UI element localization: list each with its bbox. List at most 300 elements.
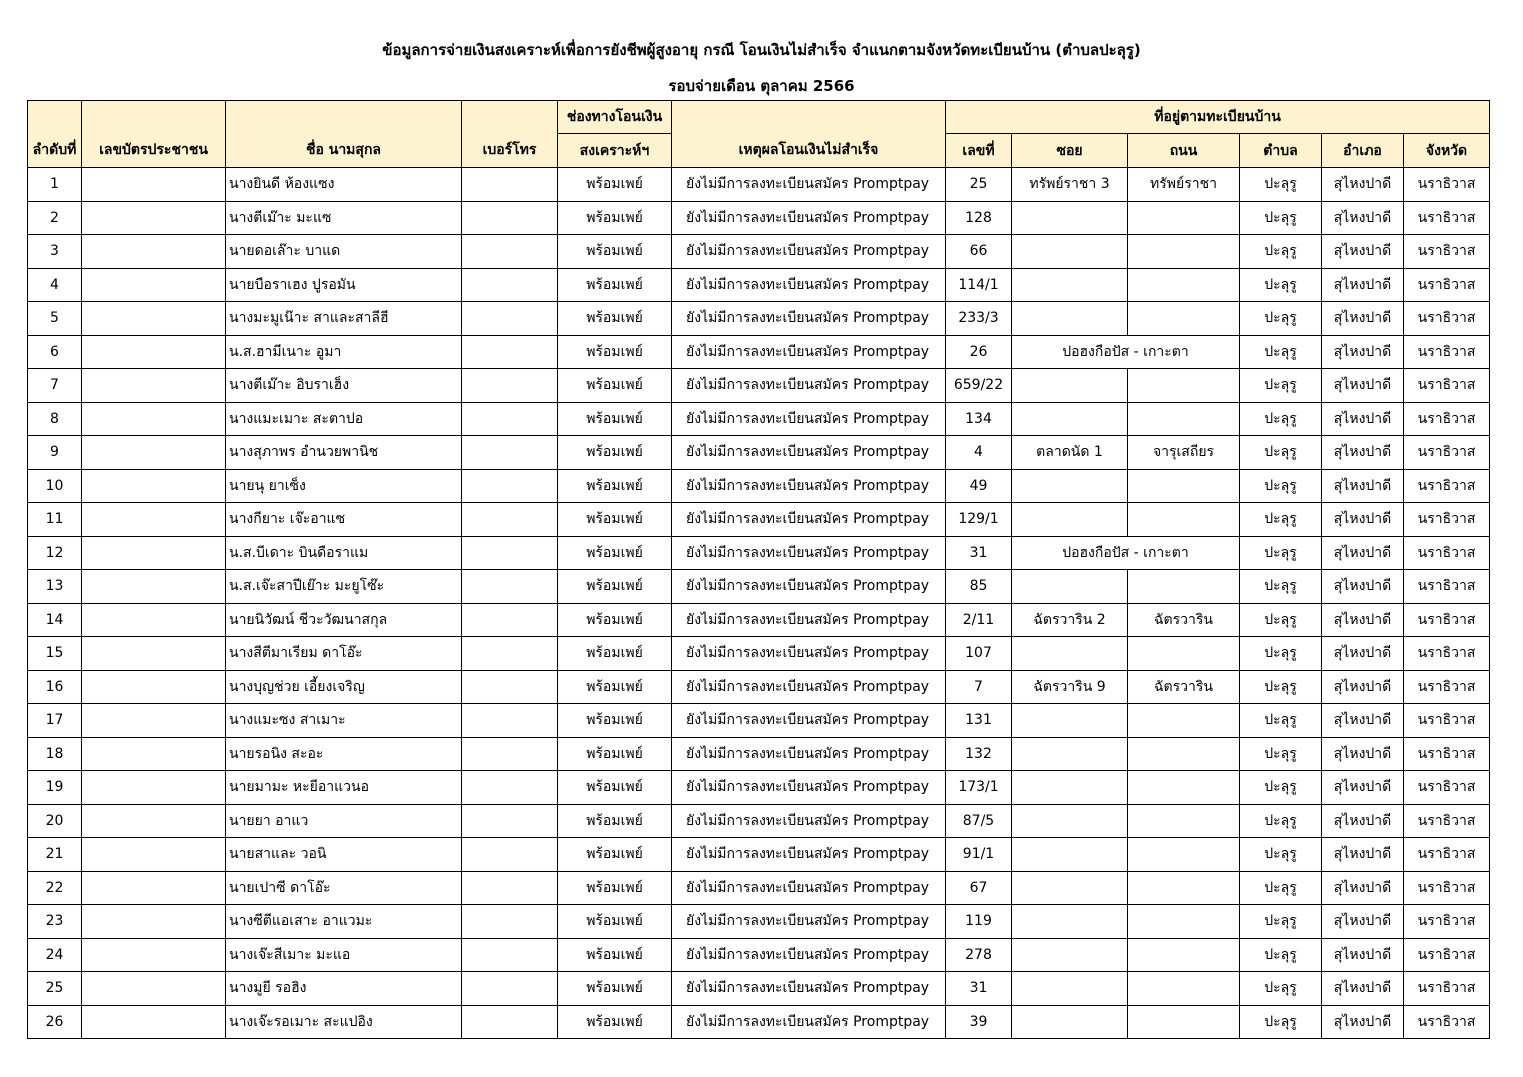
cell-id-card — [82, 235, 226, 269]
cell-reason: ยังไม่มีการลงทะเบียนสมัคร Promptpay — [672, 302, 946, 336]
cell-road — [1128, 871, 1240, 905]
cell-amphoe: สุไหงปาดี — [1322, 201, 1404, 235]
document-subtitle: รอบจ่ายเดือน ตุลาคม 2566 — [668, 77, 855, 95]
table-row — [28, 268, 1490, 302]
cell-road — [1128, 737, 1240, 771]
cell-seq: 24 — [28, 938, 82, 972]
cell-amphoe: สุไหงปาดี — [1322, 235, 1404, 269]
cell-reason: ยังไม่มีการลงทะเบียนสมัคร Promptpay — [672, 168, 946, 202]
cell-tambon: ปะลุรู — [1240, 235, 1322, 269]
cell-house-no: 25 — [946, 168, 1012, 202]
cell-channel: พร้อมเพย์ — [558, 838, 672, 872]
cell-channel: พร้อมเพย์ — [558, 436, 672, 470]
cell-tambon: ปะลุรู — [1240, 771, 1322, 805]
cell-tambon: ปะลุรู — [1240, 905, 1322, 939]
cell-amphoe: สุไหงปาดี — [1322, 402, 1404, 436]
cell-reason: ยังไม่มีการลงทะเบียนสมัคร Promptpay — [672, 235, 946, 269]
cell-tambon: ปะลุรู — [1240, 804, 1322, 838]
cell-seq: 16 — [28, 670, 82, 704]
cell-reason: ยังไม่มีการลงทะเบียนสมัคร Promptpay — [672, 637, 946, 671]
cell-name: นางบุญช่วย เอี้ยงเจริญ — [226, 670, 462, 704]
cell-reason: ยังไม่มีการลงทะเบียนสมัคร Promptpay — [672, 469, 946, 503]
header-channel-bottom: สงเคราะห์ฯ — [558, 134, 672, 168]
cell-seq: 4 — [28, 268, 82, 302]
cell-house-no: 233/3 — [946, 302, 1012, 336]
cell-province: นราธิวาส — [1404, 804, 1490, 838]
cell-soi: ตลาดนัด 1 — [1012, 436, 1128, 470]
cell-road — [1128, 905, 1240, 939]
cell-channel: พร้อมเพย์ — [558, 670, 672, 704]
cell-soi — [1012, 503, 1128, 537]
cell-channel: พร้อมเพย์ — [558, 402, 672, 436]
cell-amphoe: สุไหงปาดี — [1322, 570, 1404, 604]
cell-name: นายนุ ยาเซ็ง — [226, 469, 462, 503]
cell-seq: 22 — [28, 871, 82, 905]
cell-tambon: ปะลุรู — [1240, 402, 1322, 436]
cell-road — [1128, 704, 1240, 738]
header-soi: ซอย — [1012, 134, 1128, 168]
cell-phone — [462, 637, 558, 671]
cell-province: นราธิวาส — [1404, 503, 1490, 537]
cell-soi-road: ปอฮงกือปัส - เกาะตา — [1012, 335, 1240, 369]
cell-channel: พร้อมเพย์ — [558, 302, 672, 336]
header-channel-top: ช่องทางโอนเงิน — [558, 101, 672, 134]
cell-id-card — [82, 704, 226, 738]
table-row — [28, 838, 1490, 872]
cell-seq: 13 — [28, 570, 82, 604]
cell-tambon: ปะลุรู — [1240, 536, 1322, 570]
cell-phone — [462, 704, 558, 738]
cell-road — [1128, 570, 1240, 604]
cell-amphoe: สุไหงปาดี — [1322, 436, 1404, 470]
cell-tambon: ปะลุรู — [1240, 168, 1322, 202]
cell-channel: พร้อมเพย์ — [558, 201, 672, 235]
cell-id-card — [82, 871, 226, 905]
cell-reason: ยังไม่มีการลงทะเบียนสมัคร Promptpay — [672, 268, 946, 302]
cell-phone — [462, 235, 558, 269]
cell-seq: 11 — [28, 503, 82, 537]
cell-id-card — [82, 436, 226, 470]
table-row — [28, 938, 1490, 972]
cell-road — [1128, 637, 1240, 671]
cell-amphoe: สุไหงปาดี — [1322, 168, 1404, 202]
cell-reason: ยังไม่มีการลงทะเบียนสมัคร Promptpay — [672, 1005, 946, 1039]
cell-channel: พร้อมเพย์ — [558, 771, 672, 805]
cell-tambon: ปะลุรู — [1240, 369, 1322, 403]
cell-province: นราธิวาส — [1404, 335, 1490, 369]
table-row — [28, 369, 1490, 403]
cell-name: นางเจ๊ะรอเมาะ สะแปอิง — [226, 1005, 462, 1039]
table-row — [28, 972, 1490, 1006]
cell-house-no: 278 — [946, 938, 1012, 972]
header-address-group: ที่อยู่ตามทะเบียนบ้าน — [946, 101, 1490, 134]
cell-province: นราธิวาส — [1404, 905, 1490, 939]
cell-soi — [1012, 469, 1128, 503]
table-row — [28, 670, 1490, 704]
cell-id-card — [82, 168, 226, 202]
cell-soi — [1012, 268, 1128, 302]
cell-province: นราธิวาส — [1404, 436, 1490, 470]
cell-seq: 7 — [28, 369, 82, 403]
cell-province: นราธิวาส — [1404, 268, 1490, 302]
cell-seq: 19 — [28, 771, 82, 805]
cell-province: นราธิวาส — [1404, 871, 1490, 905]
cell-name: นายนิวัฒน์ ชีวะวัฒนาสกุล — [226, 603, 462, 637]
cell-reason: ยังไม่มีการลงทะเบียนสมัคร Promptpay — [672, 603, 946, 637]
cell-phone — [462, 570, 558, 604]
cell-phone — [462, 335, 558, 369]
table-row — [28, 871, 1490, 905]
cell-tambon: ปะลุรู — [1240, 201, 1322, 235]
cell-soi — [1012, 637, 1128, 671]
cell-seq: 5 — [28, 302, 82, 336]
cell-province: นราธิวาส — [1404, 603, 1490, 637]
cell-province: นราธิวาส — [1404, 168, 1490, 202]
cell-house-no: 39 — [946, 1005, 1012, 1039]
cell-name: นายมามะ หะยีอาแวนอ — [226, 771, 462, 805]
cell-channel: พร้อมเพย์ — [558, 369, 672, 403]
header-phone: เบอร์โทร — [462, 134, 558, 168]
cell-phone — [462, 804, 558, 838]
table-row — [28, 503, 1490, 537]
table-row — [28, 704, 1490, 738]
cell-id-card — [82, 737, 226, 771]
cell-name: น.ส.บีเดาะ บินดือราแม — [226, 536, 462, 570]
cell-province: นราธิวาส — [1404, 838, 1490, 872]
cell-seq: 8 — [28, 402, 82, 436]
cell-road — [1128, 804, 1240, 838]
cell-road — [1128, 201, 1240, 235]
cell-house-no: 49 — [946, 469, 1012, 503]
cell-phone — [462, 603, 558, 637]
cell-id-card — [82, 637, 226, 671]
cell-seq: 25 — [28, 972, 82, 1006]
cell-road: ทรัพย์ราชา — [1128, 168, 1240, 202]
cell-road: ฉัตรวาริน — [1128, 603, 1240, 637]
header-name-top — [226, 101, 462, 134]
cell-amphoe: สุไหงปาดี — [1322, 938, 1404, 972]
cell-road — [1128, 302, 1240, 336]
header-road: ถนน — [1128, 134, 1240, 168]
cell-soi — [1012, 972, 1128, 1006]
cell-id-card — [82, 335, 226, 369]
cell-id-card — [82, 905, 226, 939]
table-row — [28, 603, 1490, 637]
cell-road — [1128, 235, 1240, 269]
cell-house-no: 659/22 — [946, 369, 1012, 403]
cell-road: จารุเสถียร — [1128, 436, 1240, 470]
cell-name: นางยินดี ห้องแซง — [226, 168, 462, 202]
cell-reason: ยังไม่มีการลงทะเบียนสมัคร Promptpay — [672, 938, 946, 972]
cell-tambon: ปะลุรู — [1240, 302, 1322, 336]
cell-province: นราธิวาส — [1404, 235, 1490, 269]
cell-name: นางมะมูเน๊าะ สาและสาลีฮี — [226, 302, 462, 336]
cell-name: นายบือราเฮง ปูรอมัน — [226, 268, 462, 302]
cell-reason: ยังไม่มีการลงทะเบียนสมัคร Promptpay — [672, 503, 946, 537]
header-amphoe: อำเภอ — [1322, 134, 1404, 168]
table-row — [28, 469, 1490, 503]
table-body — [28, 168, 1490, 1039]
cell-tambon: ปะลุรู — [1240, 570, 1322, 604]
cell-reason: ยังไม่มีการลงทะเบียนสมัคร Promptpay — [672, 905, 946, 939]
cell-channel: พร้อมเพย์ — [558, 704, 672, 738]
header-id-top — [82, 101, 226, 134]
cell-phone — [462, 369, 558, 403]
cell-seq: 6 — [28, 335, 82, 369]
cell-house-no: 114/1 — [946, 268, 1012, 302]
cell-amphoe: สุไหงปาดี — [1322, 838, 1404, 872]
cell-phone — [462, 838, 558, 872]
cell-house-no: 119 — [946, 905, 1012, 939]
cell-amphoe: สุไหงปาดี — [1322, 871, 1404, 905]
cell-id-card — [82, 402, 226, 436]
cell-id-card — [82, 1005, 226, 1039]
cell-province: นราธิวาส — [1404, 938, 1490, 972]
table-row — [28, 737, 1490, 771]
header-province: จังหวัด — [1404, 134, 1490, 168]
cell-road — [1128, 838, 1240, 872]
cell-tambon: ปะลุรู — [1240, 871, 1322, 905]
cell-reason: ยังไม่มีการลงทะเบียนสมัคร Promptpay — [672, 536, 946, 570]
header-house-no: เลขที่ — [946, 134, 1012, 168]
cell-tambon: ปะลุรู — [1240, 637, 1322, 671]
cell-tambon: ปะลุรู — [1240, 838, 1322, 872]
cell-soi — [1012, 369, 1128, 403]
cell-name: น.ส.เจ๊ะสาปีเย๊าะ มะยูโซ๊ะ — [226, 570, 462, 604]
cell-reason: ยังไม่มีการลงทะเบียนสมัคร Promptpay — [672, 402, 946, 436]
cell-phone — [462, 503, 558, 537]
cell-phone — [462, 670, 558, 704]
cell-road — [1128, 771, 1240, 805]
cell-channel: พร้อมเพย์ — [558, 905, 672, 939]
cell-tambon: ปะลุรู — [1240, 1005, 1322, 1039]
cell-name: นายยา อาแว — [226, 804, 462, 838]
header-id-card: เลขบัตรประชาชน — [82, 134, 226, 168]
cell-reason: ยังไม่มีการลงทะเบียนสมัคร Promptpay — [672, 804, 946, 838]
table-row — [28, 235, 1490, 269]
cell-seq: 10 — [28, 469, 82, 503]
cell-province: นราธิวาส — [1404, 704, 1490, 738]
cell-house-no: 26 — [946, 335, 1012, 369]
cell-name: นางตีเม๊าะ อิบราเฮ็ง — [226, 369, 462, 403]
cell-tambon: ปะลุรู — [1240, 737, 1322, 771]
cell-seq: 17 — [28, 704, 82, 738]
cell-channel: พร้อมเพย์ — [558, 268, 672, 302]
cell-house-no: 173/1 — [946, 771, 1012, 805]
cell-amphoe: สุไหงปาดี — [1322, 268, 1404, 302]
cell-reason: ยังไม่มีการลงทะเบียนสมัคร Promptpay — [672, 369, 946, 403]
cell-reason: ยังไม่มีการลงทะเบียนสมัคร Promptpay — [672, 704, 946, 738]
header-phone-top — [462, 101, 558, 134]
cell-phone — [462, 938, 558, 972]
cell-name: น.ส.ฮามีเนาะ อูมา — [226, 335, 462, 369]
cell-seq: 3 — [28, 235, 82, 269]
table-row — [28, 804, 1490, 838]
cell-name: นางแมะซง สาเมาะ — [226, 704, 462, 738]
cell-channel: พร้อมเพย์ — [558, 972, 672, 1006]
cell-name: นายสาและ วอนิ — [226, 838, 462, 872]
table-row — [28, 302, 1490, 336]
cell-seq: 9 — [28, 436, 82, 470]
cell-house-no: 31 — [946, 972, 1012, 1006]
table-row — [28, 570, 1490, 604]
cell-soi: ฉัตรวาริน 2 — [1012, 603, 1128, 637]
cell-name: นางมูยี รอฮิง — [226, 972, 462, 1006]
header-seq-top — [28, 101, 82, 134]
header-tambon: ตำบล — [1240, 134, 1322, 168]
cell-province: นราธิวาส — [1404, 570, 1490, 604]
cell-seq: 2 — [28, 201, 82, 235]
cell-amphoe: สุไหงปาดี — [1322, 972, 1404, 1006]
cell-channel: พร้อมเพย์ — [558, 637, 672, 671]
cell-province: นราธิวาส — [1404, 670, 1490, 704]
cell-phone — [462, 302, 558, 336]
cell-id-card — [82, 503, 226, 537]
cell-reason: ยังไม่มีการลงทะเบียนสมัคร Promptpay — [672, 737, 946, 771]
cell-phone — [462, 402, 558, 436]
cell-name: นายดอเล๊าะ บาแด — [226, 235, 462, 269]
cell-soi — [1012, 771, 1128, 805]
document-title: ข้อมูลการจ่ายเงินสงเคราะห์เพื่อการยังชีพผู้สูงอายุ กรณี โอนเงินไม่สำเร็จ จำแนกตามจังหวัดทะเบียนบ้าน (ตำบลปะลุรู) — [382, 41, 1141, 59]
cell-id-card — [82, 469, 226, 503]
cell-road — [1128, 369, 1240, 403]
cell-seq: 15 — [28, 637, 82, 671]
cell-reason: ยังไม่มีการลงทะเบียนสมัคร Promptpay — [672, 838, 946, 872]
cell-amphoe: สุไหงปาดี — [1322, 469, 1404, 503]
cell-name: นางตีเม๊าะ มะแซ — [226, 201, 462, 235]
cell-soi — [1012, 804, 1128, 838]
cell-id-card — [82, 603, 226, 637]
cell-province: นราธิวาส — [1404, 469, 1490, 503]
cell-id-card — [82, 938, 226, 972]
cell-amphoe: สุไหงปาดี — [1322, 302, 1404, 336]
cell-channel: พร้อมเพย์ — [558, 804, 672, 838]
cell-road: ฉัตรวาริน — [1128, 670, 1240, 704]
cell-channel: พร้อมเพย์ — [558, 168, 672, 202]
cell-id-card — [82, 369, 226, 403]
cell-phone — [462, 469, 558, 503]
table-row — [28, 201, 1490, 235]
cell-id-card — [82, 838, 226, 872]
cell-name: นางเจ๊ะสีเมาะ มะแอ — [226, 938, 462, 972]
cell-phone — [462, 737, 558, 771]
cell-tambon: ปะลุรู — [1240, 503, 1322, 537]
cell-seq: 26 — [28, 1005, 82, 1039]
cell-channel: พร้อมเพย์ — [558, 235, 672, 269]
cell-province: นราธิวาส — [1404, 201, 1490, 235]
cell-reason: ยังไม่มีการลงทะเบียนสมัคร Promptpay — [672, 335, 946, 369]
table-row — [28, 436, 1490, 470]
cell-reason: ยังไม่มีการลงทะเบียนสมัคร Promptpay — [672, 436, 946, 470]
cell-tambon: ปะลุรู — [1240, 436, 1322, 470]
cell-road — [1128, 1005, 1240, 1039]
cell-amphoe: สุไหงปาดี — [1322, 704, 1404, 738]
cell-amphoe: สุไหงปาดี — [1322, 637, 1404, 671]
cell-tambon: ปะลุรู — [1240, 335, 1322, 369]
cell-name: นางสุภาพร อำนวยพานิช — [226, 436, 462, 470]
cell-channel: พร้อมเพย์ — [558, 503, 672, 537]
cell-province: นราธิวาส — [1404, 536, 1490, 570]
cell-province: นราธิวาส — [1404, 369, 1490, 403]
cell-id-card — [82, 201, 226, 235]
cell-phone — [462, 905, 558, 939]
cell-channel: พร้อมเพย์ — [558, 938, 672, 972]
cell-phone — [462, 1005, 558, 1039]
cell-tambon: ปะลุรู — [1240, 603, 1322, 637]
cell-amphoe: สุไหงปาดี — [1322, 536, 1404, 570]
cell-id-card — [82, 536, 226, 570]
cell-soi — [1012, 871, 1128, 905]
cell-channel: พร้อมเพย์ — [558, 469, 672, 503]
cell-soi — [1012, 1005, 1128, 1039]
cell-id-card — [82, 268, 226, 302]
payment-failure-table — [27, 100, 1490, 1039]
cell-channel: พร้อมเพย์ — [558, 536, 672, 570]
cell-phone — [462, 771, 558, 805]
cell-soi — [1012, 938, 1128, 972]
cell-road — [1128, 938, 1240, 972]
cell-seq: 14 — [28, 603, 82, 637]
cell-id-card — [82, 804, 226, 838]
cell-soi — [1012, 235, 1128, 269]
cell-name: นางแมะเมาะ สะตาปอ — [226, 402, 462, 436]
cell-soi: ทรัพย์ราชา 3 — [1012, 168, 1128, 202]
cell-tambon: ปะลุรู — [1240, 670, 1322, 704]
cell-amphoe: สุไหงปาดี — [1322, 603, 1404, 637]
cell-channel: พร้อมเพย์ — [558, 871, 672, 905]
cell-road — [1128, 469, 1240, 503]
table-row — [28, 536, 1490, 570]
cell-phone — [462, 436, 558, 470]
cell-seq: 21 — [28, 838, 82, 872]
cell-tambon: ปะลุรู — [1240, 938, 1322, 972]
cell-reason: ยังไม่มีการลงทะเบียนสมัคร Promptpay — [672, 771, 946, 805]
cell-reason: ยังไม่มีการลงทะเบียนสมัคร Promptpay — [672, 670, 946, 704]
cell-house-no: 129/1 — [946, 503, 1012, 537]
cell-soi — [1012, 905, 1128, 939]
cell-house-no: 7 — [946, 670, 1012, 704]
cell-tambon: ปะลุรู — [1240, 268, 1322, 302]
cell-province: นราธิวาส — [1404, 402, 1490, 436]
cell-house-no: 4 — [946, 436, 1012, 470]
cell-channel: พร้อมเพย์ — [558, 1005, 672, 1039]
cell-soi — [1012, 737, 1128, 771]
cell-soi-road: ปอฮงกือปัส - เกาะตา — [1012, 536, 1240, 570]
cell-province: นราธิวาส — [1404, 737, 1490, 771]
cell-seq: 20 — [28, 804, 82, 838]
cell-house-no: 67 — [946, 871, 1012, 905]
cell-amphoe: สุไหงปาดี — [1322, 737, 1404, 771]
cell-amphoe: สุไหงปาดี — [1322, 503, 1404, 537]
cell-house-no: 131 — [946, 704, 1012, 738]
cell-amphoe: สุไหงปาดี — [1322, 905, 1404, 939]
cell-id-card — [82, 302, 226, 336]
cell-phone — [462, 201, 558, 235]
cell-phone — [462, 268, 558, 302]
cell-house-no: 132 — [946, 737, 1012, 771]
cell-seq: 1 — [28, 168, 82, 202]
cell-amphoe: สุไหงปาดี — [1322, 804, 1404, 838]
cell-soi — [1012, 302, 1128, 336]
cell-channel: พร้อมเพย์ — [558, 737, 672, 771]
cell-province: นราธิวาส — [1404, 1005, 1490, 1039]
cell-soi — [1012, 201, 1128, 235]
cell-seq: 23 — [28, 905, 82, 939]
cell-phone — [462, 168, 558, 202]
cell-soi — [1012, 704, 1128, 738]
table-row — [28, 1005, 1490, 1039]
cell-house-no: 66 — [946, 235, 1012, 269]
